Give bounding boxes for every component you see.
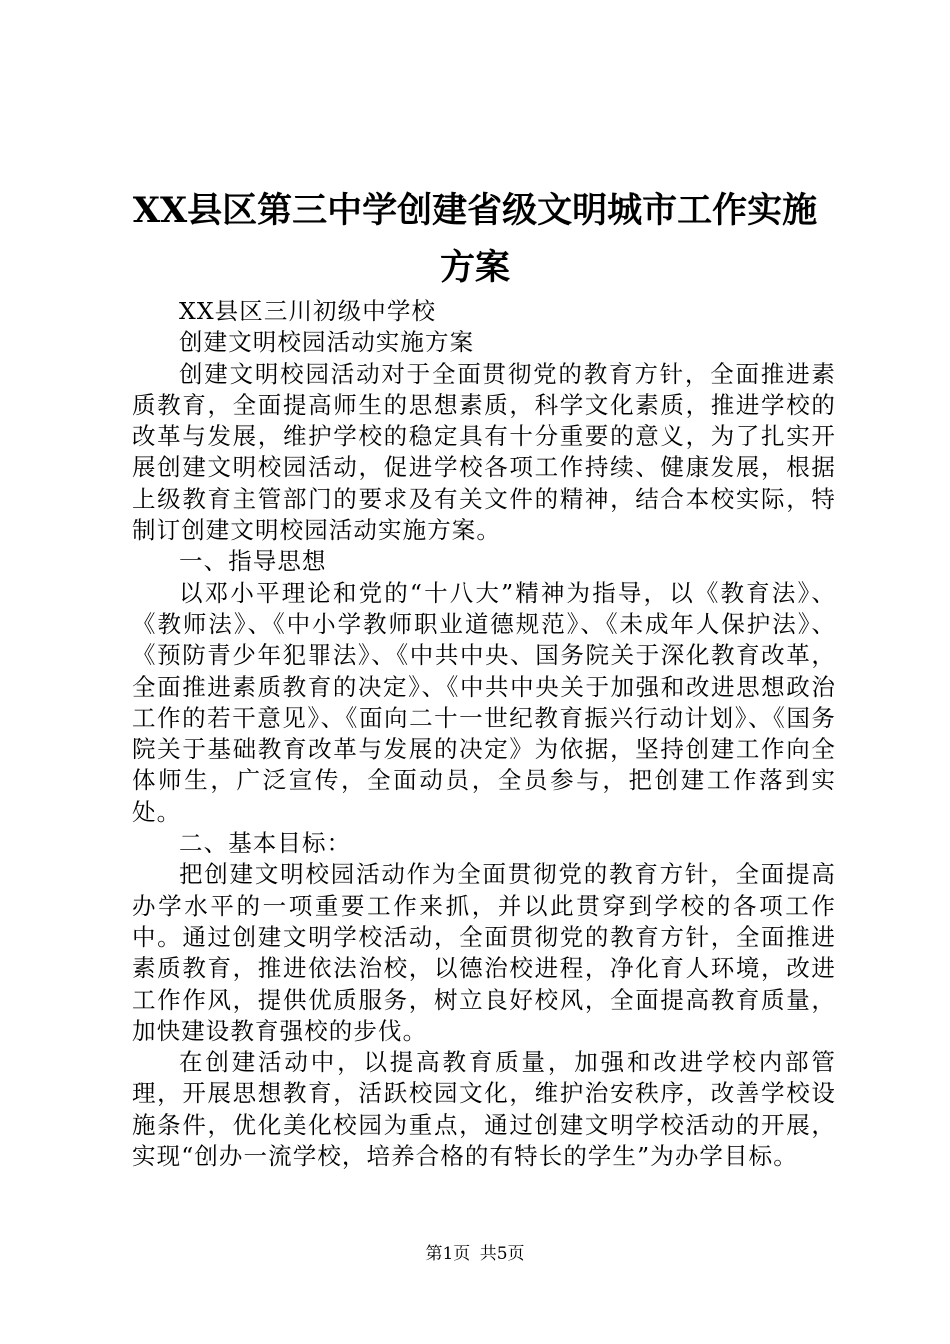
section-heading-basic-goals: 二、基本目标：: [179, 829, 352, 858]
title-line-1: XX县区第三中学创建省级文明城市工作实施: [132, 190, 818, 231]
section-heading-guiding-ideology: 一、指导思想: [179, 547, 327, 576]
guiding-ideology-paragraph: 以邓小平理论和党的“十八大”精神为指导，以《教育法》、《教师法》、《中小学教师职业道德规范》、《未成年人保护法》、《预防青少年犯罪法》、《中共中央、国务院关于深化教育改革，全面推进素质教育的决定》、《中共中央关于加强和改进思想政治工作的若干意见》、《面向二十一世纪教育振兴行动计划》、《国务院关于基础教育改革与发展的决定》为依据，坚持创建工作向全体师生，广泛宣传，全面动员，全员参与，把创建工作落到实处。: [132, 578, 836, 826]
title-line-2: 方案: [439, 247, 510, 288]
intro-paragraph: 创建文明校园活动对于全面贯彻党的教育方针，全面推进素质教育，全面提高师生的思想素质，科学文化素质，推进学校的改革与发展，维护学校的稳定具有十分重要的意义，为了扎实开展创建文明校园活动，促进学校各项工作持续、健康发展，根据上级教育主管部门的要求及有关文件的精神，结合本校实际，特制订创建文明校园活动实施方案。: [132, 359, 836, 545]
plan-subtitle: 创建文明校园活动实施方案: [179, 328, 475, 357]
document-title: [120, 182, 830, 296]
basic-goals-paragraph-1: 把创建文明校园活动作为全面贯彻党的教育方针，全面提高办学水平的一项重要工作来抓，并以此贯穿到学校的各项工作中。通过创建文明学校活动，全面贯彻党的教育方针，全面推进素质教育，推进依法治校，以德治校进程，净化育人环境，改进工作作风，提供优质服务，树立良好校风，全面提高教育质量，加快建设教育强校的步伐。: [132, 860, 836, 1045]
document-body: [132, 296, 836, 1172]
page-footer: [0, 1243, 950, 1265]
school-name: XX县区三川初级中学校: [179, 297, 437, 325]
basic-goals-paragraph-2: 在创建活动中，以提高教育质量，加强和改进学校内部管理，开展思想教育，活跃校园文化，维护治安秩序，改善学校设施条件，优化美化校园为重点，通过创建文明学校活动的开展，实现“创办一流学校，培养合格的有特长的学生”为办学目标。: [132, 1048, 836, 1171]
page-number: 第1页: [425, 1244, 471, 1264]
page-total: 共5页: [479, 1244, 525, 1264]
